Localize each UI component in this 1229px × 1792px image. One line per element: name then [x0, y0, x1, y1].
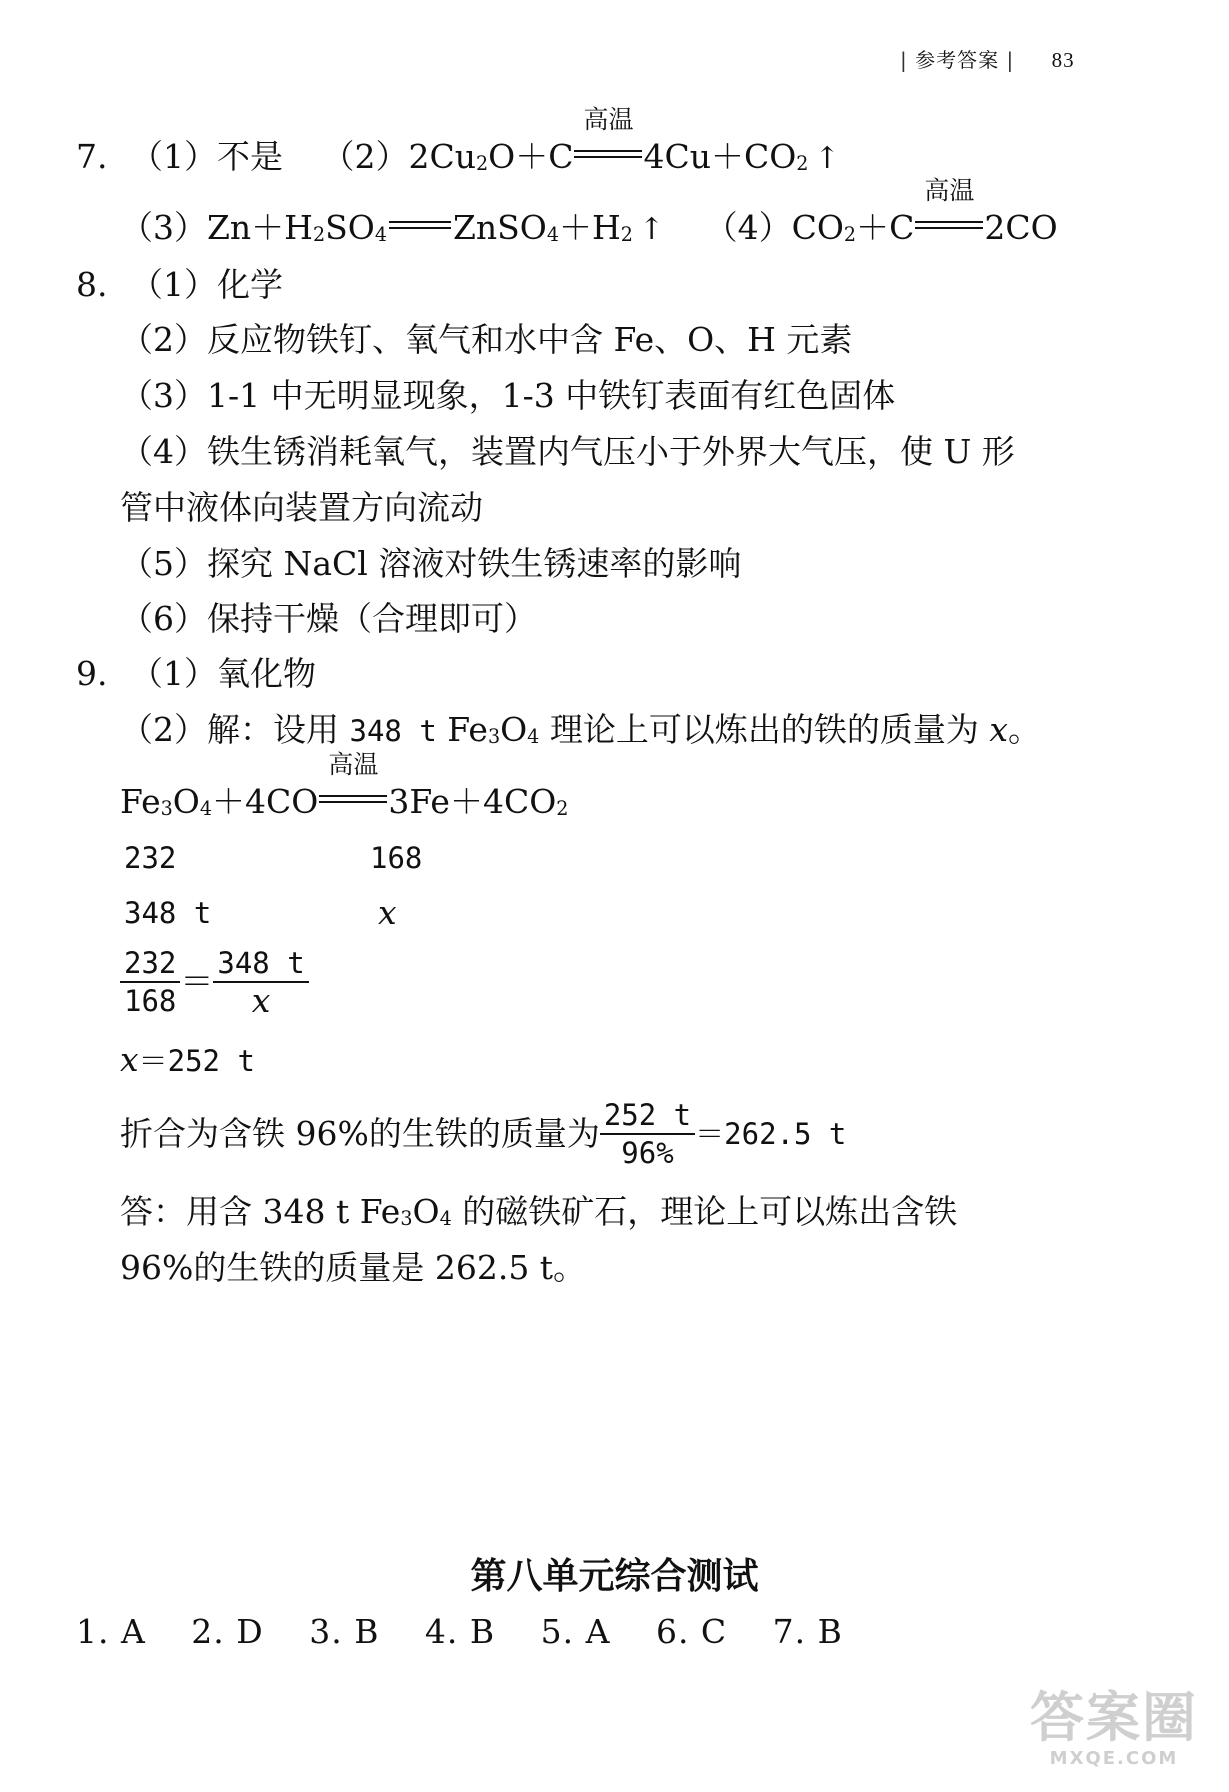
fraction-right: [213, 945, 308, 1019]
given-mass: 348 t: [124, 896, 212, 930]
watermark-text: 答案圈: [1030, 1686, 1198, 1749]
conversion-result: ＝262.5 t: [695, 1117, 847, 1151]
q7-eq4-right: 2CO: [984, 208, 1058, 247]
q9-part2: （2）解：设用 348 t $Fe_3O_4$ 理论上可以炼出的铁的质量为 x。: [120, 710, 1041, 749]
q9-p2-mid: 理论上可以炼出的铁的质量为: [539, 710, 990, 749]
q7-eq2: $2Cu_2O+C$ 高温 $4Cu+CO_2$ ↑: [409, 137, 840, 176]
q7-eq4-left: CO: [791, 208, 844, 247]
q8-line-1: [76, 265, 283, 305]
q7-number: 7.: [76, 137, 108, 176]
q7-part3-label: （3）: [120, 208, 207, 247]
q7-eq2-left: 2Cu: [408, 137, 476, 176]
fraction-left: [120, 945, 180, 1019]
q8-part5: （5）探究 NaCl 溶液对铁生锈速率的影响: [120, 544, 742, 583]
gas-arrow-icon: ↑: [638, 212, 665, 247]
double-line: [915, 221, 983, 229]
condition-text: 高温: [583, 105, 634, 134]
q9-part1: （1）氧化物: [130, 654, 316, 693]
page-number: 83: [1051, 48, 1075, 72]
q9-line-1: [76, 654, 316, 694]
q7-part1: （1）不是: [130, 137, 283, 176]
mc-answers: 1. A 2. D 3. B 4. B 5. A 6. C 7. B: [76, 1612, 843, 1651]
q7-part4-label: （4）: [704, 208, 792, 247]
answer-pre: 答：用含 348 t: [120, 1192, 360, 1231]
molar-mass-fe3o4: 232: [124, 841, 177, 875]
q9-equation: $Fe_3O_4+4CO$ 高温 $3Fe+4CO_2$: [120, 750, 569, 821]
q8-part1: （1）化学: [130, 265, 283, 304]
q9-p2-end: 。: [1007, 710, 1041, 749]
q7-eq3-left: Zn＋H: [207, 208, 313, 247]
denominator: 96%: [621, 1136, 674, 1170]
unit-test-title: 第八单元综合测试: [470, 1556, 759, 1597]
numerator: 348 t: [213, 945, 308, 983]
conversion-text: 折合为含铁 96%的生铁的质量为: [120, 1114, 600, 1153]
gas-arrow-icon: ↑: [814, 141, 840, 176]
q9-eq-right: 3Fe＋4CO: [388, 782, 557, 821]
q7-part2-label: （2）: [321, 137, 409, 176]
q8-part4b: 管中液体向装置方向流动: [120, 488, 483, 527]
equals-line: [389, 221, 451, 229]
result-x: [120, 1040, 255, 1081]
q8-part3: （3）1-1 中无明显现象，1-3 中铁钉表面有红色固体: [120, 376, 896, 415]
q8-number: 8.: [76, 265, 108, 304]
q9-number: 9.: [76, 654, 108, 693]
molar-mass-fe: 168: [370, 841, 423, 875]
q9-p2-pre: （2）解：设用: [120, 710, 350, 749]
condition-text: 高温: [328, 750, 379, 779]
q7-eq2-oc: O＋C: [488, 137, 574, 176]
numerator: 232: [120, 945, 180, 983]
q8-part6: （6）保持干燥（合理即可）: [120, 599, 537, 638]
header-section: 参考答案: [915, 48, 1000, 72]
q7-eq3-so4: SO: [325, 208, 375, 247]
q7-eq3-h: ＋H: [559, 208, 621, 247]
q7-eq3-right: ZnSO: [452, 208, 547, 247]
denominator: x: [251, 981, 271, 1020]
unknown-mass: x: [378, 893, 397, 932]
denominator: 168: [124, 984, 177, 1018]
q8-part2: （2）反应物铁钉、氧气和水中含 Fe、O、H 元素: [120, 320, 853, 359]
answer-line-1: 答：用含 348 t $Fe_3O_4$ 的磁铁矿石，理论上可以炼出含铁: [120, 1192, 958, 1231]
double-line: [319, 795, 387, 803]
q9-p2-x: x: [989, 710, 1008, 749]
watermark-logo: [1029, 1688, 1199, 1778]
numerator: 252 t: [600, 1097, 695, 1135]
equals-sign: ＝: [180, 962, 214, 1001]
page-header: | 参考答案 | 83: [900, 48, 1075, 72]
q7-eq4-c: ＋C: [856, 208, 915, 247]
conversion-fraction: [600, 1097, 695, 1171]
reaction-condition: [915, 176, 983, 248]
double-line: [574, 150, 642, 158]
answer-post: 的磁铁矿石，理论上可以炼出含铁: [451, 1192, 958, 1231]
condition-text: 高温: [924, 176, 975, 205]
conversion-line: [120, 1097, 846, 1171]
reaction-condition: [319, 750, 387, 822]
result-value: ＝252 t: [138, 1044, 255, 1078]
answer-line-2: 96%的生铁的质量是 262.5 t。: [120, 1248, 587, 1287]
q7-eq2-right: 4Cu＋CO: [643, 137, 797, 176]
q9-p2-mass: 348 t: [349, 714, 437, 748]
q7-line-2: $(3)Zn+H_2SO_4$ $ZnSO_4+H_2$ ↑ $(4)CO_2+C$ 高温 2CO: [120, 208, 1058, 250]
reaction-condition: [574, 105, 642, 177]
proportion: [120, 945, 309, 1019]
watermark-url: MXQE.COM: [1049, 1748, 1179, 1769]
q8-part4a: （4）铁生锈消耗氧气，装置内气压小于外界大气压，使 U 形: [120, 432, 1015, 471]
result-var: x: [120, 1040, 139, 1079]
q7-line-1: [76, 105, 840, 179]
